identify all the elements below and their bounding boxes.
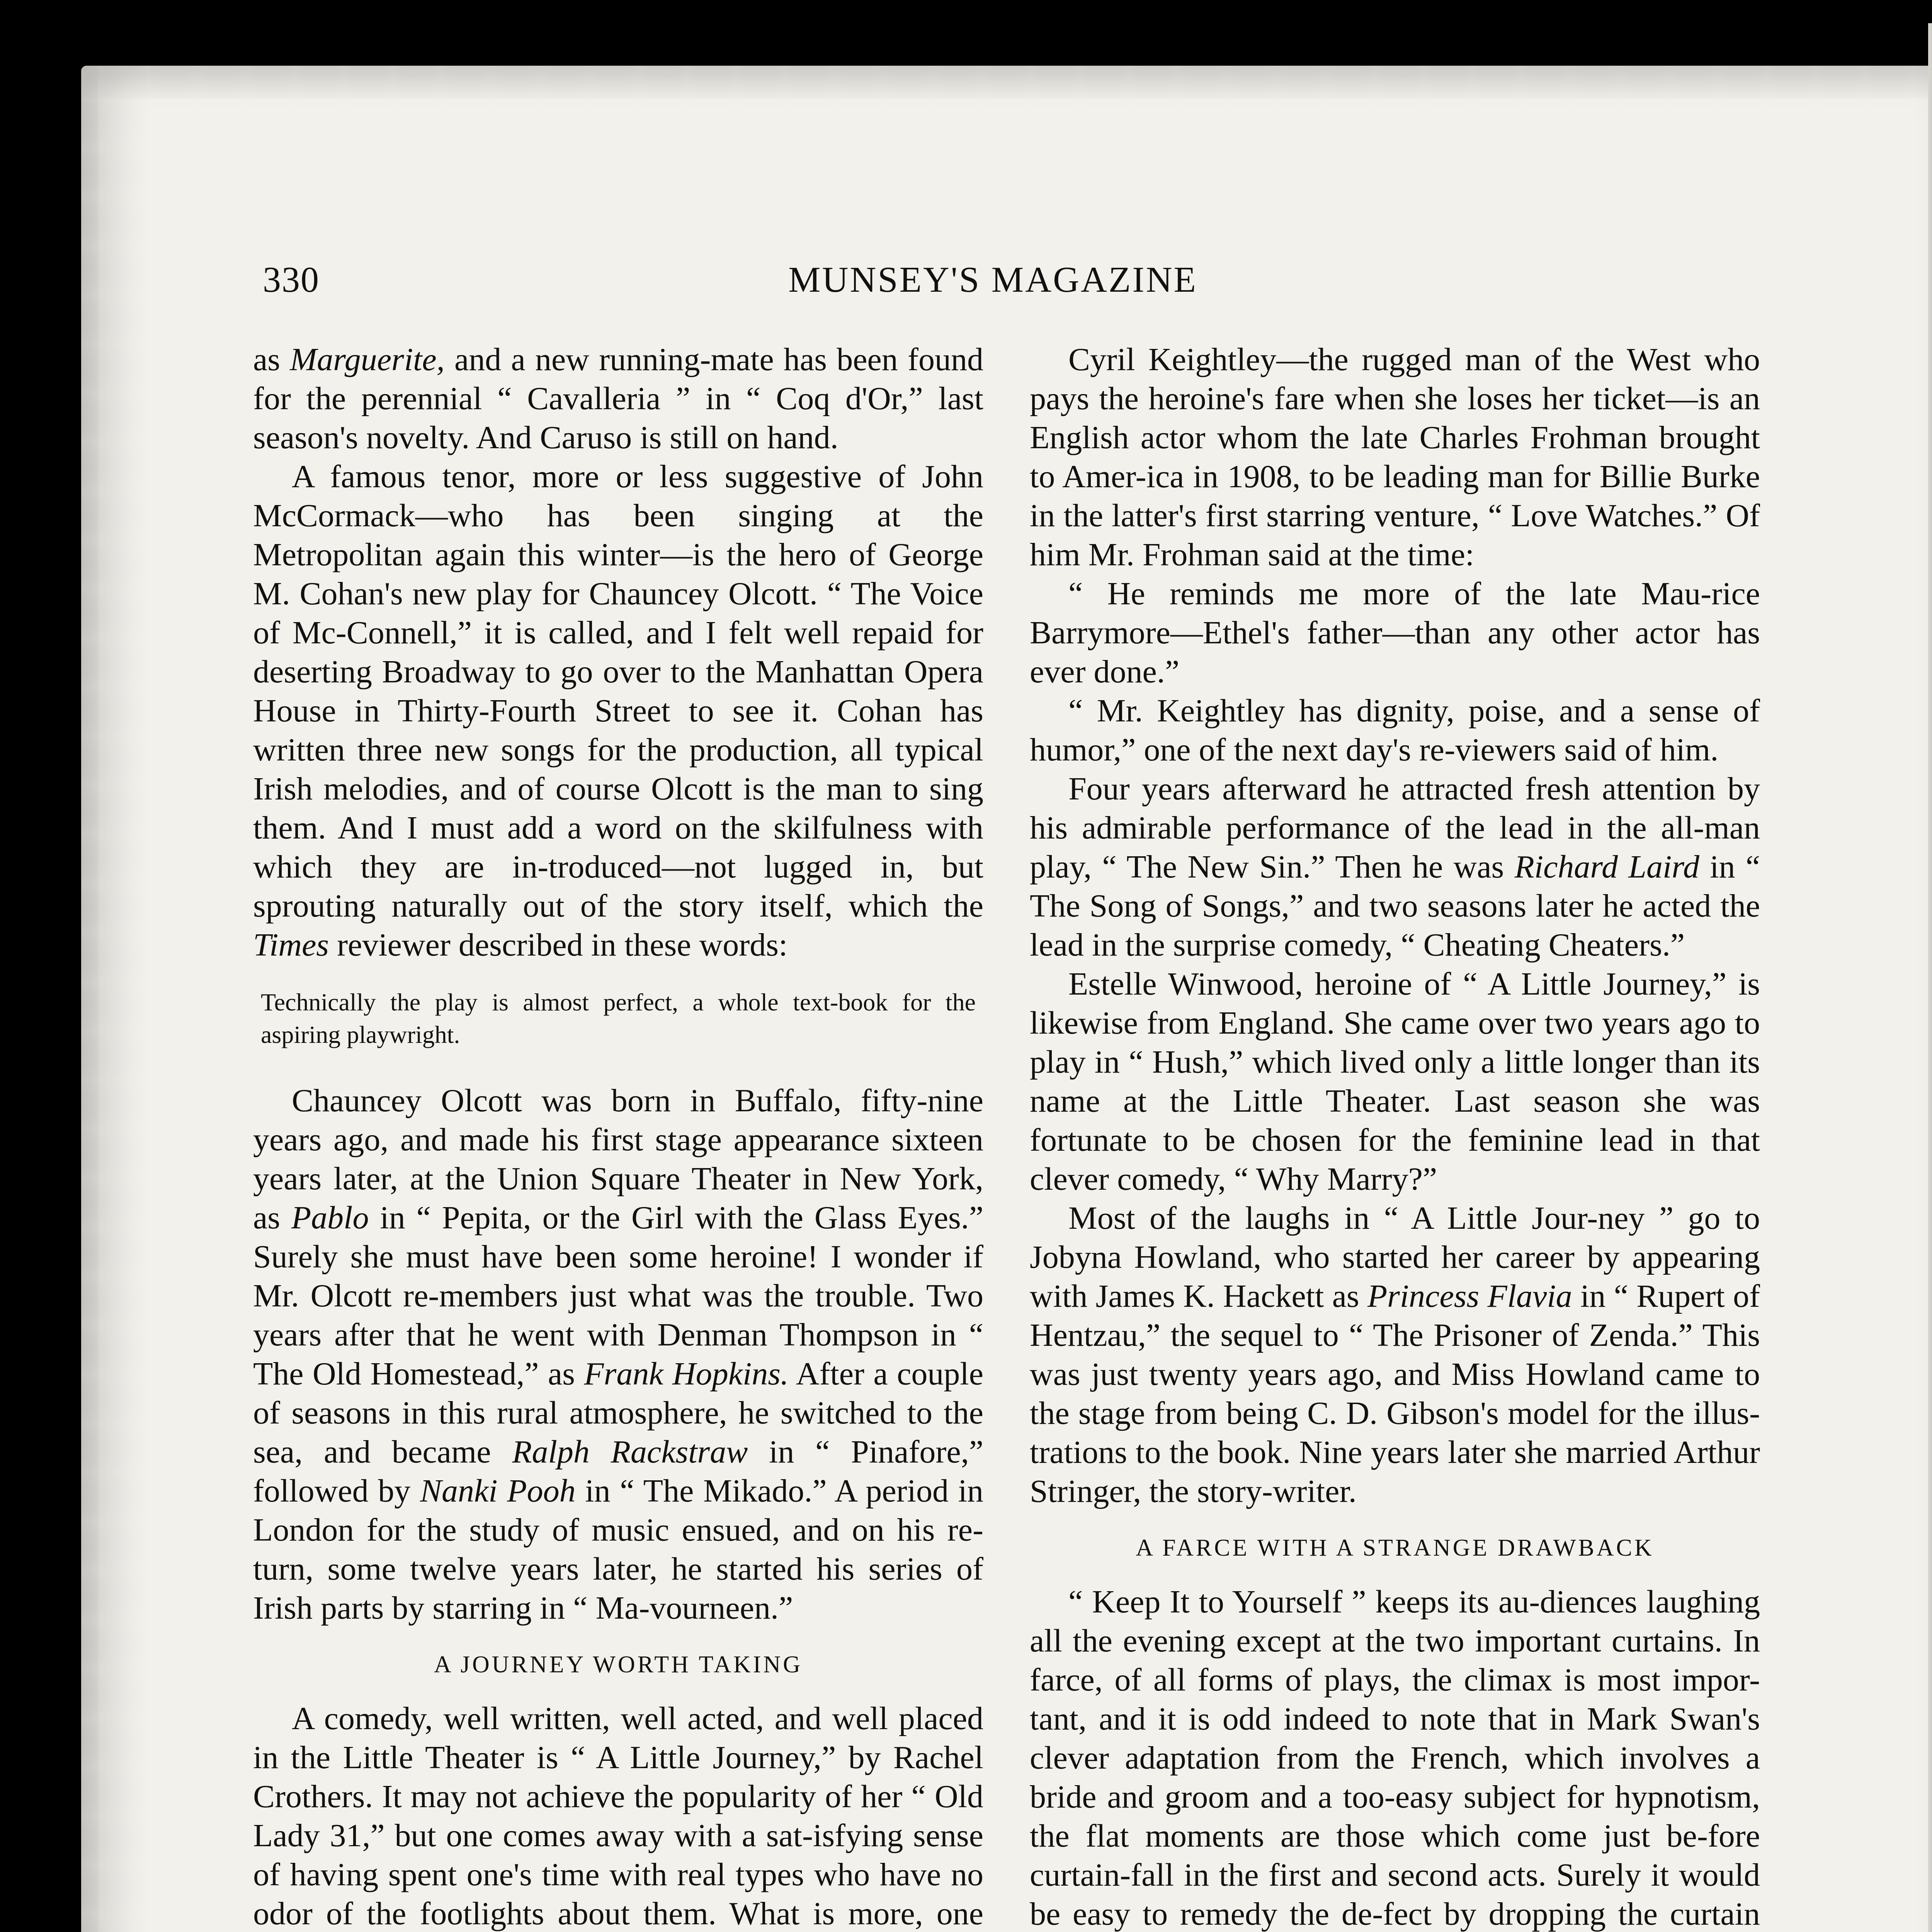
paragraph: Four years afterward he attracted fresh attention by his admirable performance of the lead in the all-man play, “ The New Sin.” Then he was Richard Laird in “ The Song of Songs,” and two seasons later he acted the lead in the surprise comedy, “ Cheating Cheaters.” bbox=[1030, 771, 1760, 963]
section-heading: A JOURNEY WORTH TAKING bbox=[434, 1651, 803, 1678]
paragraph: “ Mr. Keightley has dignity, poise, and a sense of humor,” one of the next day's re-viewers said of him. bbox=[1030, 693, 1760, 768]
page-number: 330 bbox=[263, 260, 320, 300]
page-gutter bbox=[1928, 23, 1932, 1932]
paragraph: as Marguerite, and a new running-mate has been found for the perennial “ Cavalleria ” in “ Coq d'Or,” last season's novelty. And Caruso is still on hand. bbox=[253, 342, 983, 456]
page-header bbox=[263, 259, 1252, 305]
running-head: MUNSEY'S MAGAZINE bbox=[788, 260, 1197, 300]
section-heading: A FARCE WITH A STRANGE DRAWBACK bbox=[1136, 1535, 1654, 1561]
right-column bbox=[1030, 340, 1760, 1932]
paragraph: Cyril Keightley—the rugged man of the West who pays the heroine's fare when she loses her ticket—is an English actor whom the late Charles Frohman brought to Amer-ica in 1908, to be leading man for Billie Burke in the latter's first starring venture, “ Love Watches.” Of him Mr. Frohman said at the time: bbox=[1030, 342, 1760, 573]
block-quote: Technically the play is almost perfect, a whole text-book for the aspiring playwright. bbox=[261, 988, 976, 1048]
paragraph: A famous tenor, more or less suggestive of John McCormack—who has been singing at the Metropolitan again this winter—is the hero of George M. Cohan's new play for Chauncey Olcott. “ The Voice of Mc-Connell,” it is called, and I felt well repaid for deserting Broadway to go over to the Manhattan Opera House in Thirty-Fourth Street to see it. Cohan has written three new songs for the production, all typical Irish melodies, and of course Olcott is the man to sing them. And I must add a word on the skilfulness with which they are in-troduced—not lugged in, but sprouting naturally out of the story itself, which the Times reviewer described in these words: bbox=[253, 459, 983, 963]
paragraph: Chauncey Olcott was born in Buffalo, fifty-nine years ago, and made his first stage appearance sixteen years later, at the Union Square Theater in New York, as Pablo in “ Pepita, or the Girl with the Glass Eyes.” Surely she must have been some heroine! I wonder if Mr. Olcott re-members just what was the trouble. Two years after that he went with Denman Thompson in “ The Old Homestead,” as Frank Hopkins. After a couple of seasons in this rural atmosphere, he switched to the sea, and became Ralph Rackstraw in “ Pinafore,” followed by Nanki Pooh in “ The Mikado.” A period in London for the study of music ensued, and on his re-turn, some twelve years later, he started his series of Irish parts by starring in “ Ma-vourneen.” bbox=[253, 1083, 984, 1626]
paragraph: “ He reminds me more of the late Mau-rice Barrymore—Ethel's father—than any other actor has ever done.” bbox=[1030, 576, 1760, 690]
paragraph: Most of the laughs in “ A Little Jour-ney ” go to Jobyna Howland, who started her career by appearing with James K. Hackett as Princess Flavia in “ Rupert of Hentzau,” the sequel to “ The Prisoner of Zenda.” This was just twenty years ago, and Miss Howland came to the stage from being C. D. Gibson's model for the illus-trations to the book. Nine years later she married Arthur Stringer, the story-writer. bbox=[1030, 1200, 1760, 1509]
paragraph: Estelle Winwood, heroine of “ A Little Journey,” is likewise from England. She came over two years ago to play in “ Hush,” which lived only a little longer than its name at the Little Theater. Last season she was fortunate to be chosen for the feminine lead in that clever comedy, “ Why Marry?” bbox=[1030, 966, 1760, 1197]
paragraph: A comedy, well written, well acted, and well placed in the Little Theater is “ A Little Journey,” by Rachel Crothers. It may not achieve the popularity of her “ Old Lady 31,” but one comes away with a sat-isfying sense of having spent one's time with real types who have no odor of the footlights about them. What is more, one bbox=[253, 1701, 983, 1932]
paragraph: “ Keep It to Yourself ” keeps its au-diences laughing all the evening except at the two important curtains. In farce, of all forms of plays, the climax is most impor-tant, and it is odd indeed to note that in Mark Swan's clever adaptation from the French, which involves a bride and groom and a too-easy subject for hypnotism, the flat moments are those which come just be-fore curtain-fall in the first and second acts. Surely it would be easy to remedy the de-fect by dropping the curtain bbox=[1030, 1584, 1760, 1932]
left-column bbox=[253, 340, 983, 1932]
